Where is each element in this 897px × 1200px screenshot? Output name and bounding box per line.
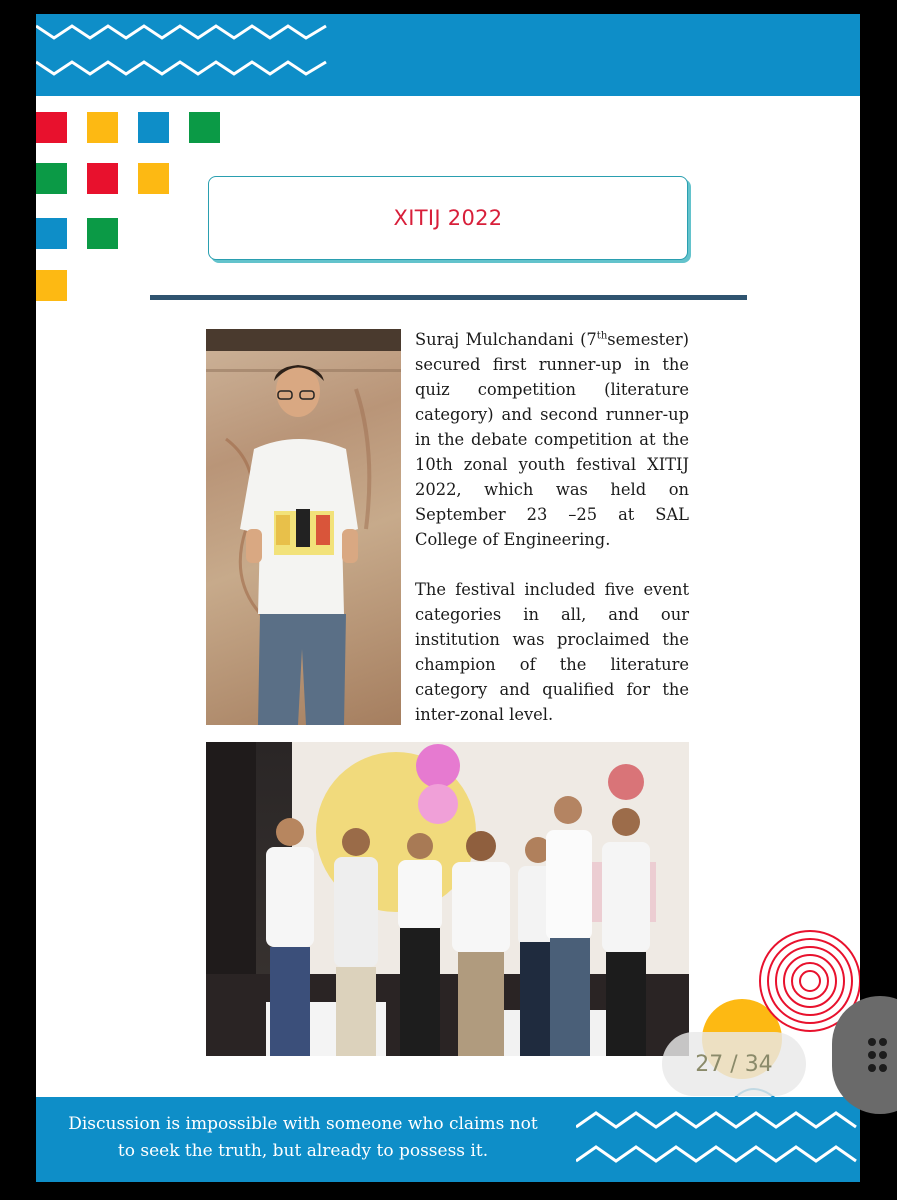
quote-text	[48, 1111, 558, 1165]
title-box	[208, 176, 688, 260]
bottom-quote-band	[36, 1097, 860, 1182]
square-yellow	[87, 112, 118, 143]
zigzag-decoration	[576, 1103, 860, 1182]
ordinal-superscript: th	[596, 330, 608, 342]
quote-line-2: to seek the truth, but already to possess it.	[117, 1141, 489, 1161]
square-blue	[36, 218, 67, 249]
square-red	[36, 112, 67, 143]
page-title: XITIJ 2022	[393, 206, 503, 230]
grid-dots-icon	[868, 1038, 897, 1072]
square-green	[189, 112, 220, 143]
square-red	[87, 163, 118, 194]
square-green	[36, 163, 67, 194]
section-divider	[150, 295, 747, 300]
paragraph-achievement	[415, 327, 689, 552]
square-green	[87, 218, 118, 249]
article-text	[415, 327, 689, 752]
page-indicator	[662, 1032, 806, 1096]
team-group-photo	[206, 742, 689, 1056]
colored-squares-decoration	[36, 14, 236, 314]
paragraph-text-rest: semester) secured first runner-up in the quiz competition (literature category) and second runner-up in the debate competition at the 10th zonal youth festival XITIJ 2022, which was held on September 23 –25 at SAL College of Engineering.	[415, 330, 689, 549]
square-yellow	[138, 163, 169, 194]
square-blue	[138, 112, 169, 143]
page-indicator-text: 27 / 34	[695, 1051, 773, 1077]
square-yellow	[36, 270, 67, 301]
document-page	[36, 14, 860, 1182]
paragraph-festival: The festival included five event categories in all, and our institution was proclaimed the champion of the literature category and qualified for the inter-zonal level.	[415, 580, 689, 724]
paragraph-text-lead: Suraj Mulchandani (7	[415, 330, 597, 349]
student-with-trophies-photo	[206, 329, 401, 725]
quote-line-1: Discussion is impossible with someone who claims not	[68, 1114, 538, 1134]
